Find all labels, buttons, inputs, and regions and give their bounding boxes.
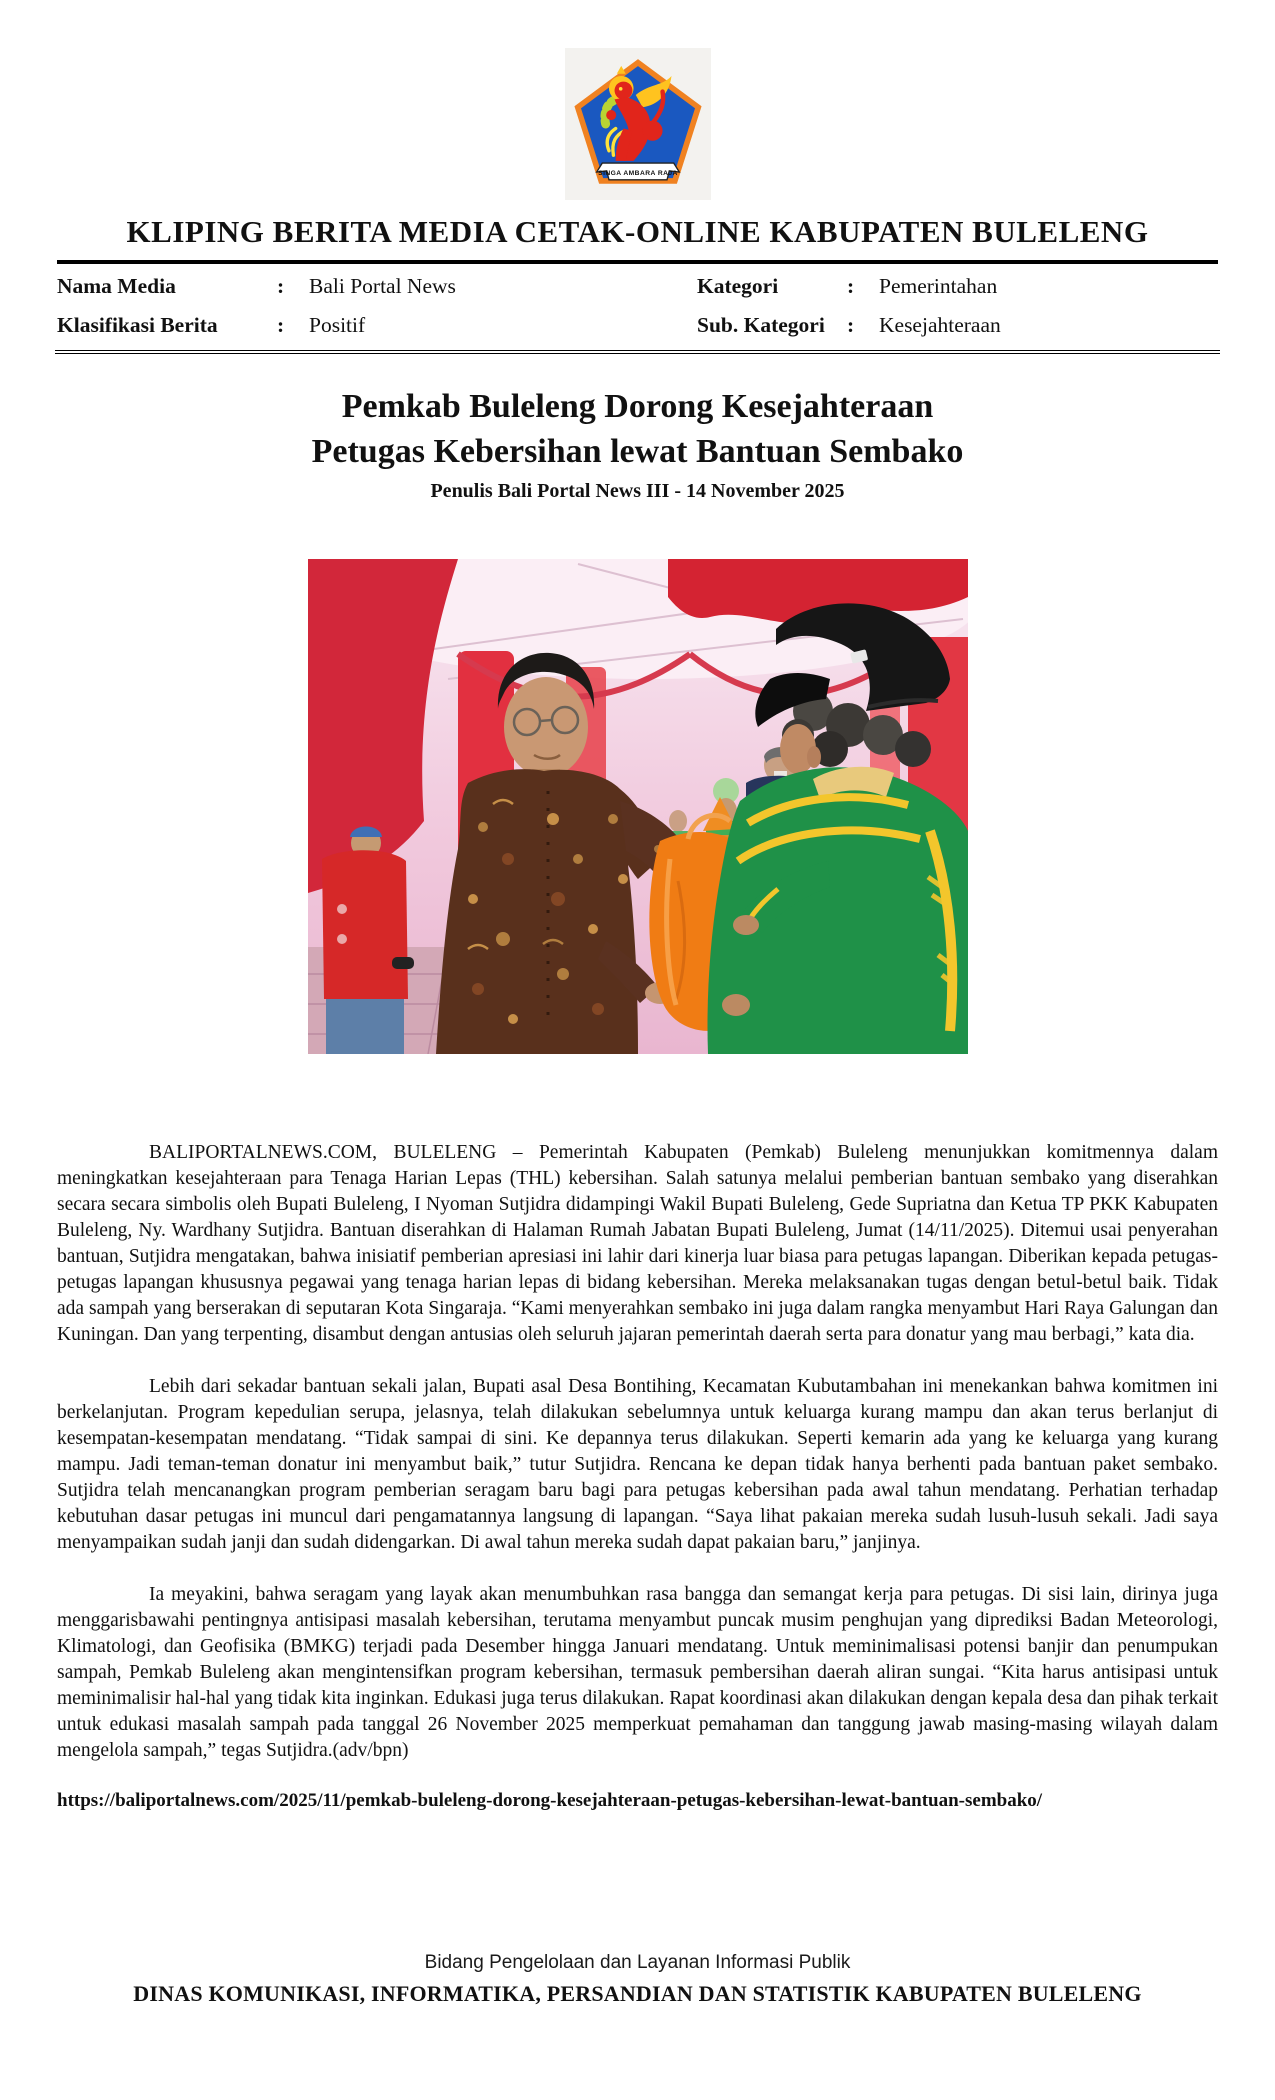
page-title: KLIPING BERITA MEDIA CETAK-ONLINE KABUPATEN BULELENG: [126, 214, 1149, 249]
article-photo-illustration: [308, 559, 968, 1054]
page-footer: [0, 1952, 1275, 2007]
source-url-link[interactable]: https://baliportalnews.com/2025/11/pemkab-buleleng-dorong-kesejahteraan-petugas-kebersihan-lewat-bantuan-sembako/: [57, 1790, 1043, 1811]
footer-division: Bidang Pengelolaan dan Layanan Informasi Publik: [424, 1952, 851, 1973]
buleleng-crest-icon: [571, 54, 705, 194]
meta-value-kategori: Pemerintahan: [879, 274, 998, 298]
article-paragraph-2: Lebih dari sekadar bantuan sekali jalan, Bupati asal Desa Bontihing, Kecamatan Kubutambahan ini menekankan bahwa komitmen ini berkelanjutan. Program kepedulian serupa, jelasnya, telah dilakukan sebelumnya untuk keluarga kurang mampu dan akan terus berlanjut di kesempatan-kesempatan mendatang. “Tidak sampai di sini. Ke depannya terus dilakukan. Seperti kemarin ada yang ke keluarga yang kurang mampu. Jadi teman-teman donatur ini menyambut baik,” tutur Sutjidra. Rencana ke depan tidak hanya berhenti pada bantuan paket sembako. Sutjidra telah mencanangkan program pemberian seragam baru bagi para petugas kebersihan pada awal tahun mendatang. Perhatian terhadap kebutuhan dasar petugas ini muncul dari pengamatannya langsung di lapangan. “Saya lihat pakaian mereka sudah lusuh-lusuh sekali. Jadi saya menyampaikan sudah janji dan sudah didengarkan. Di awal tahun mereka sudah dapat pakaian baru,” janjinya.: [57, 1376, 1218, 1553]
article-paragraph-1: BALIPORTALNEWS.COM, BULELENG – Pemerintah Kabupaten (Pemkab) Buleleng menunjukkan komitmennya dalam meningkatkan kesejahteraan para Tenaga Harian Lepas (THL) kebersihan. Salah satunya melalui pemberian bantuan sembako yang diserahkan secara secara simbolis oleh Bupati Buleleng, I Nyoman Sutjidra didampingi Wakil Bupati Buleleng, Gede Supriatna dan Ketua TP PKK Kabupaten Buleleng, Ny. Wardhany Sutjidra. Bantuan diserahkan di Halaman Rumah Jabatan Bupati Buleleng, Jumat (14/11/2025). Ditemui usai penyerahan bantuan, Sutjidra mengatakan, bahwa inisiatif pemberian apresiasi ini lahir dari kinerja luar biasa para petugas lapangan. Diberikan kepada petugas-petugas lapangan khususnya pegawai yang tenaga harian lepas di bidang kebersihan. Mereka melaksanakan tugas dengan betul-betul baik. Tidak ada sampah yang berserakan di seputaran Kota Singaraja. “Kami menyerahkan sembako ini juga dalam rangka menyambut Hari Raya Galungan dan Kuningan. Dan yang terpenting, disambut dengan antusias oleh seluruh jajaran pemerintah daerah serta para donatur yang mau berbagi,” kata dia.: [57, 1142, 1218, 1345]
article-paragraph-3: Ia meyakini, bahwa seragam yang layak akan menumbuhkan rasa bangga dan semangat kerja para petugas. Di sisi lain, dirinya juga menggarisbawahi pentingnya antisipasi masalah kebersihan, terutama menyambut puncak musim penghujan yang diprediksi Badan Meteorologi, Klimatologi, dan Geofisika (BMKG) terjadi pada Desember hingga Januari mendatang. Untuk meminimalisasi potensi banjir dan penumpukan sampah, Pemkab Buleleng akan mengintensifkan program kebersihan, termasuk pembersihan daerah aliran sungai. “Kita harus antisipasi untuk meminimalisir hal-hal yang tidak kita inginkan. Edukasi juga terus dilakukan. Rapat koordinasi akan dilakukan dengan kepala desa dan pihak terkait untuk edukasi masalah sampah pada tanggal 26 November 2025 memperkuat pemahaman dan tanggung jawab masing-masing wilayah dalam mengelola sampah,” tegas Sutjidra.(adv/bpn): [57, 1584, 1218, 1761]
article-photo: [308, 559, 968, 1054]
meta-value-sub-kategori: Kesejahteraan: [879, 313, 1001, 337]
meta-label-nama-media: Nama Media: [57, 274, 176, 298]
meta-label-klasifikasi: Klasifikasi Berita: [57, 313, 218, 337]
crest-banner-text: SINGA AMBARA RAJA: [597, 169, 678, 177]
meta-colon: :: [847, 274, 855, 298]
footer-agency: DINAS KOMUNIKASI, INFORMATIKA, PERSANDIAN DAN STATISTIK KABUPATEN BULELENG: [133, 1981, 1142, 2006]
meta-colon: :: [277, 313, 285, 337]
crest-banner: [596, 163, 679, 180]
meta-label-kategori: Kategori: [697, 274, 779, 298]
article-byline: Penulis Bali Portal News III - 14 November 2025: [430, 480, 845, 502]
article-title-line1: Pemkab Buleleng Dorong Kesejahteraan: [341, 388, 934, 425]
article-title-line2: Petugas Kebersihan lewat Bantuan Sembako: [311, 433, 964, 470]
red-shirt-bystander: [322, 827, 414, 1055]
meta-value-nama-media: Bali Portal News: [309, 274, 456, 298]
meta-colon: :: [847, 313, 855, 337]
metadata-table: [55, 264, 1220, 354]
article-title: [57, 384, 1218, 474]
meta-value-klasifikasi: Positif: [309, 313, 366, 337]
article-body: [57, 1140, 1218, 1764]
meta-colon: :: [277, 274, 285, 298]
regency-crest-logo: [565, 48, 711, 200]
meta-label-sub-kategori: Sub. Kategori: [697, 313, 825, 337]
